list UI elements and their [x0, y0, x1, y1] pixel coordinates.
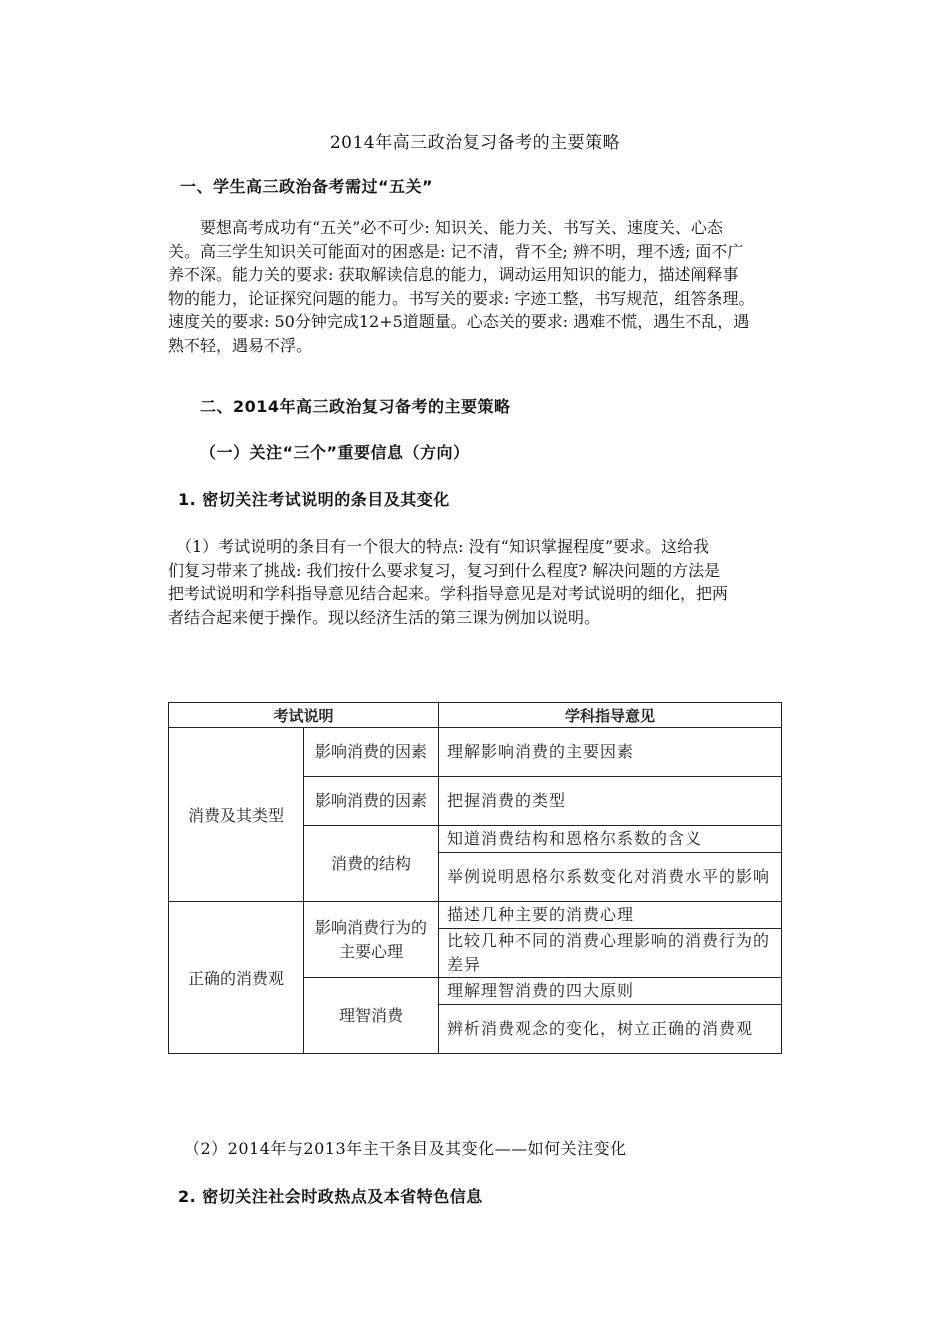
subtopic-cell: 影响消费的因素: [304, 728, 439, 777]
guidance-cell: 理解理智消费的四大原则: [439, 978, 782, 1005]
subtopic-cell: 理智消费: [304, 978, 439, 1054]
subtopic-cell: 影响消费的因素: [304, 777, 439, 826]
paragraph-line: 熟不轻，遇易不浮。: [168, 335, 313, 355]
subtopic-cell: 消费的结构: [304, 826, 439, 902]
table-row: [169, 902, 782, 929]
guidance-cell: 辨析消费观念的变化，树立正确的消费观: [439, 1005, 782, 1054]
subsection-1-heading: （一）关注“三个”重要信息（方向）: [200, 443, 470, 462]
header-exam-outline: 考试说明: [169, 703, 439, 728]
paragraph-line: （1）考试说明的条目有一个很大的特点: 没有“知识掌握程度”要求。这给我: [176, 537, 710, 556]
paragraph-line: 速度关的要求: 50分钟完成12+5道题量。心态关的要求: 遇难不慌，遇生不乱，遇: [168, 312, 750, 331]
table-row: [169, 728, 782, 777]
section-2-heading: 二、2014年高三政治复习备考的主要策略: [200, 397, 511, 416]
paragraph-five-checkpoints: [168, 216, 808, 357]
paragraph-changes: （2）2014年与2013年主干条目及其变化——如何关注变化: [184, 1139, 627, 1158]
paragraph-line: 要想高考成功有“五关”必不可少: 知识关、能力关、书写关、速度关、心态: [200, 218, 723, 237]
topic-cell: 消费及其类型: [169, 728, 304, 902]
paragraph-line: 者结合起来便于操作。现以经济生活的第三课为例加以说明。: [168, 607, 601, 627]
guidance-cell: 描述几种主要的消费心理: [439, 902, 782, 929]
topic-cell: 正确的消费观: [169, 902, 304, 1054]
header-subject-guidance: 学科指导意见: [439, 703, 782, 728]
section-1-heading: 一、学生高三政治备考需过“五关”: [180, 177, 434, 196]
guidance-cell: 知道消费结构和恩格尔系数的含义: [439, 826, 782, 853]
table-header-row: [169, 703, 782, 728]
paragraph-line: 们复习带来了挑战: 我们按什么要求复习，复习到什么程度? 解决问题的方法是: [168, 560, 721, 580]
item-1-heading: 1. 密切关注考试说明的条目及其变化: [178, 490, 450, 509]
subtopic-cell: 影响消费行为的主要心理: [304, 902, 439, 978]
guidance-cell: 把握消费的类型: [439, 777, 782, 826]
paragraph-line: 关。高三学生知识关可能面对的困惑是: 记不清，背不全; 辨不明，理不透; 面不广: [168, 241, 744, 261]
comparison-table: [168, 702, 782, 1054]
paragraph-line: 养不深。能力关的要求: 获取解读信息的能力，调动运用知识的能力，描述阐释事: [168, 265, 739, 284]
paragraph-exam-outline: [168, 535, 808, 629]
item-2-heading: 2. 密切关注社会时政热点及本省特色信息: [178, 1187, 483, 1206]
guidance-cell: 理解影响消费的主要因素: [439, 728, 782, 777]
page-title: 2014年高三政治复习备考的主要策略: [329, 133, 621, 153]
guidance-cell: 比较几种不同的消费心理影响的消费行为的差异: [439, 929, 782, 978]
paragraph-line: 把考试说明和学科指导意见结合起来。学科指导意见是对考试说明的细化，把两: [168, 584, 729, 603]
paragraph-line: 物的能力，论证探究问题的能力。书写关的要求: 字迹工整，书写规范，组答条理。: [168, 288, 755, 308]
guidance-cell: 举例说明恩格尔系数变化对消费水平的影响: [439, 853, 782, 902]
